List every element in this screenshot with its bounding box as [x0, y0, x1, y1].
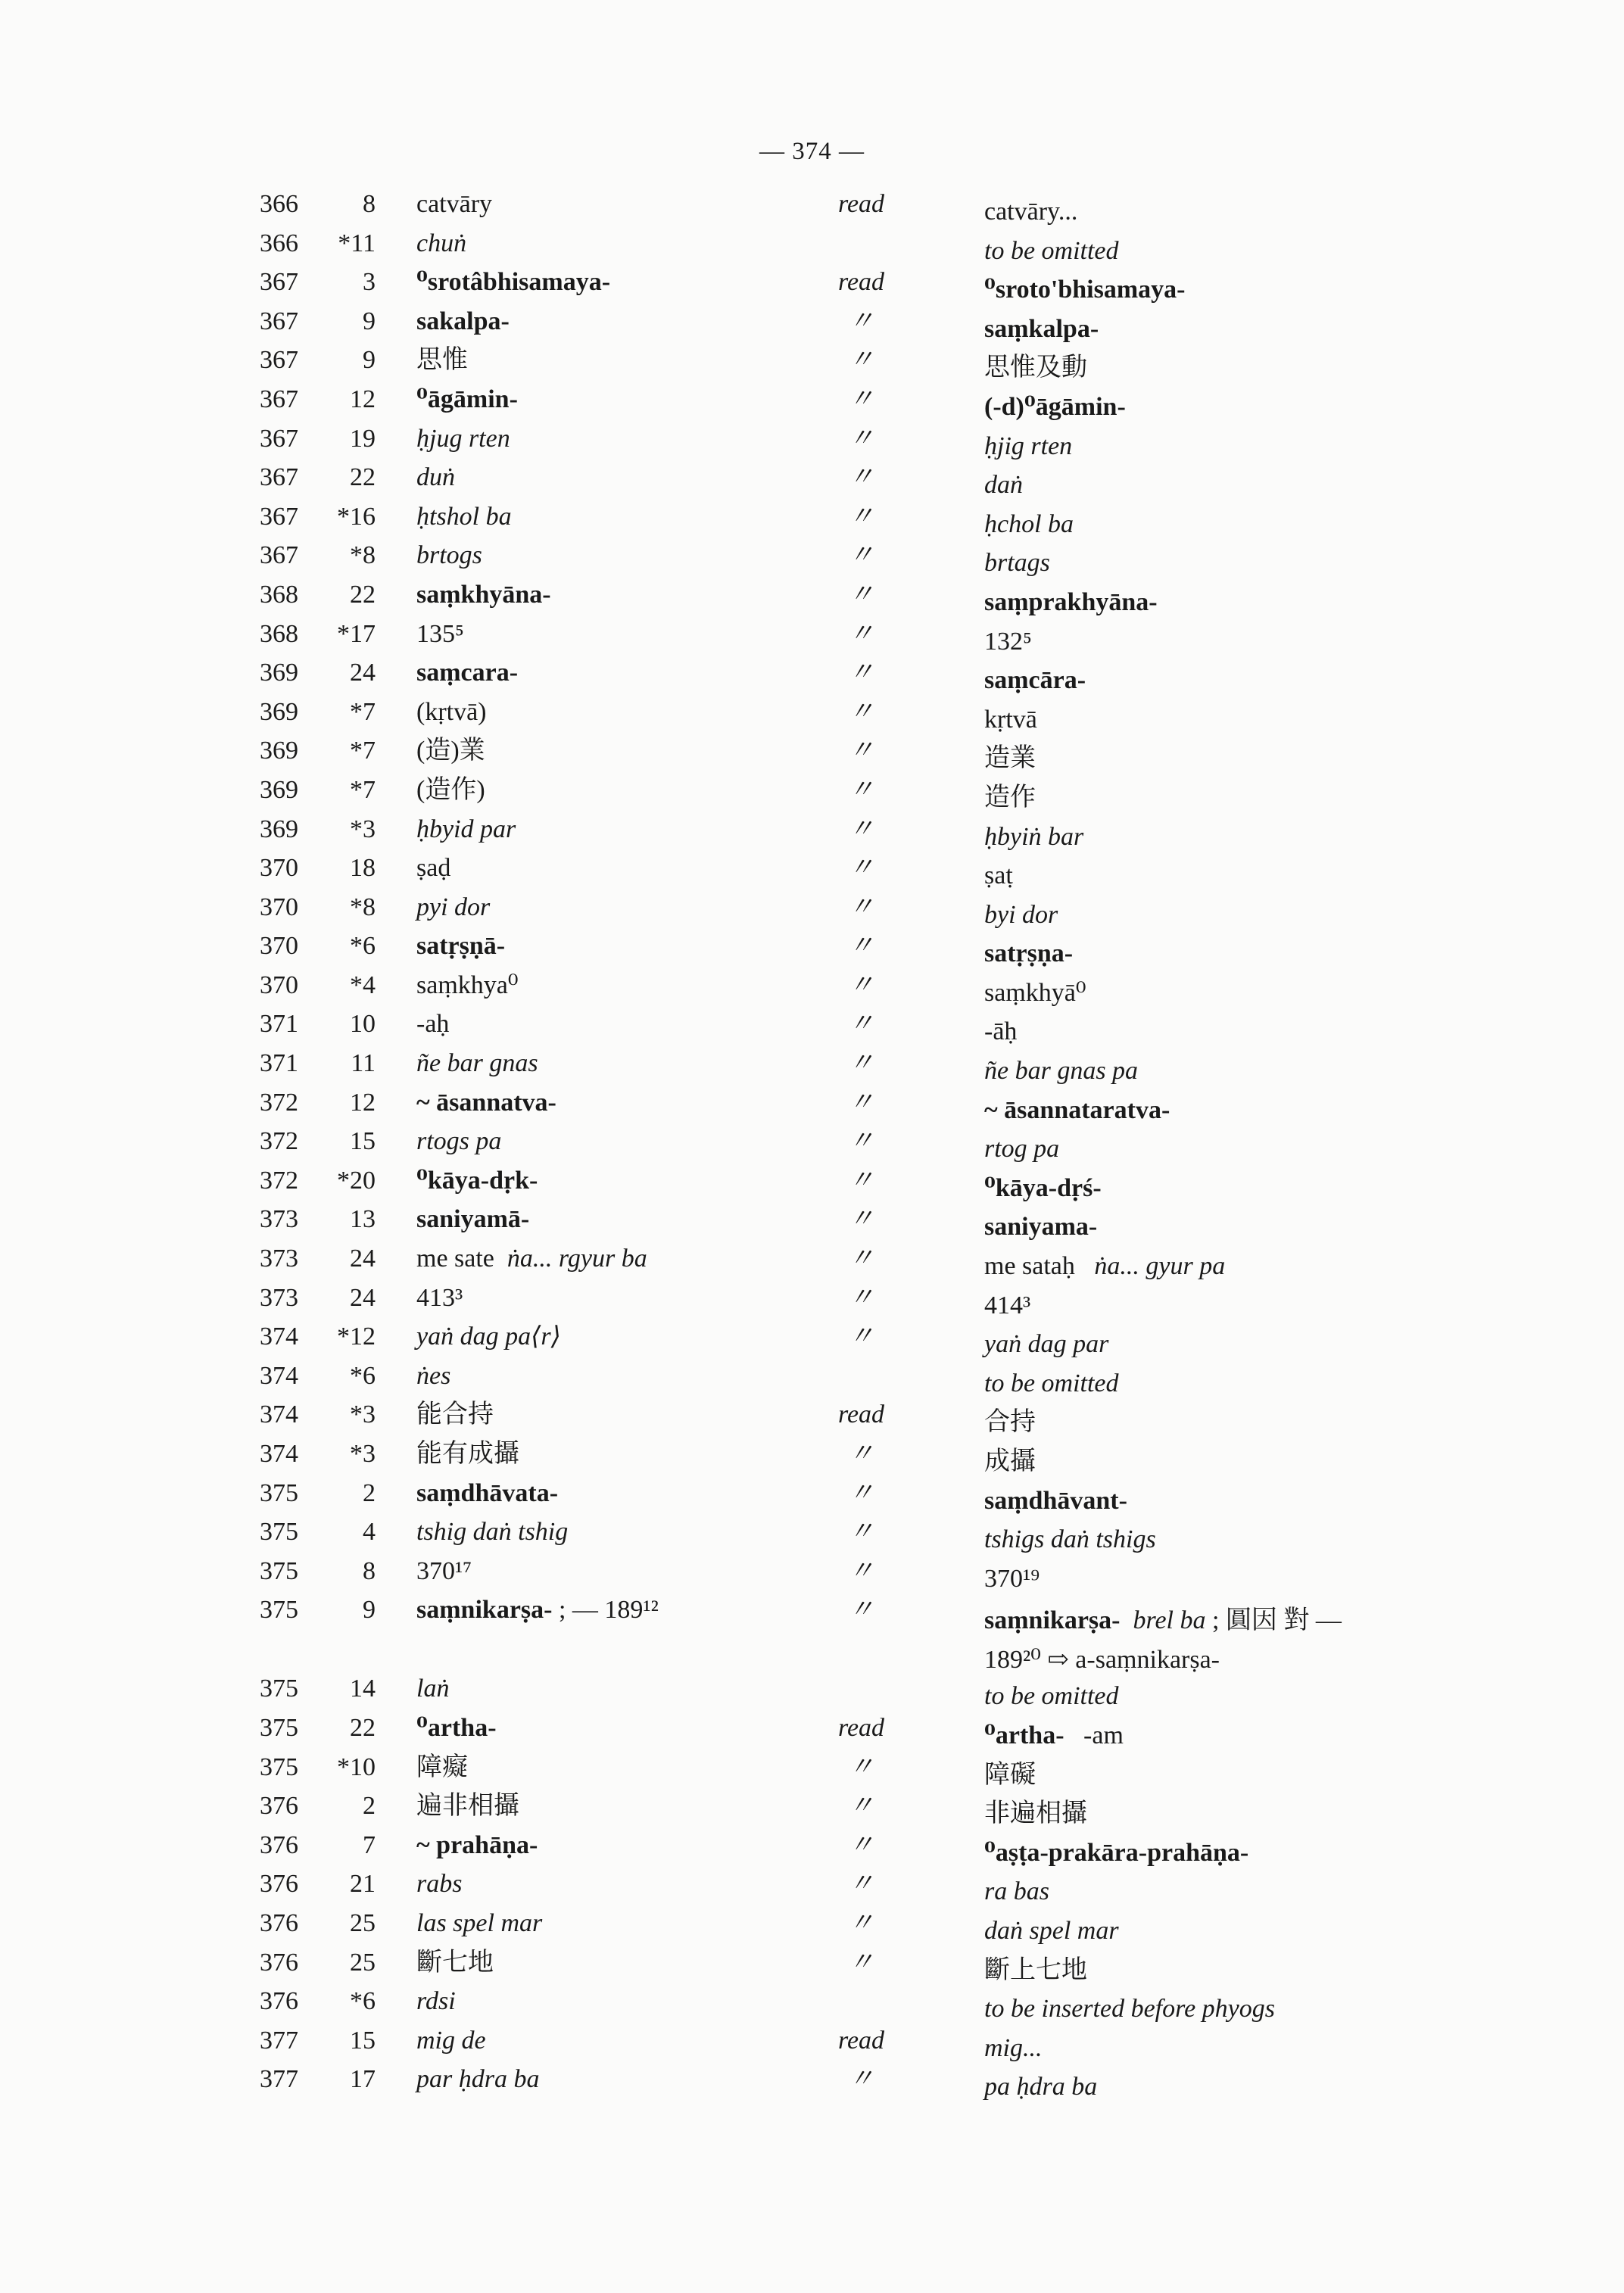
- ditto-mark: 〃: [848, 737, 874, 765]
- erroneous-text-ref: ; — 189¹²: [558, 1596, 659, 1625]
- ditto-mark: 〃: [848, 1830, 874, 1859]
- table-row: [0, 1477, 1624, 1516]
- page-cell: 369: [260, 659, 298, 687]
- page-cell: 375: [260, 1713, 298, 1742]
- corrected-text: ~ āsannataratva-: [984, 1095, 1170, 1124]
- table-row: [0, 1829, 1624, 1868]
- erroneous-text: saṃdhāvata-: [416, 1478, 559, 1507]
- ditto-mark: 〃: [848, 424, 874, 453]
- table-row: [0, 1086, 1624, 1126]
- page-cell: 376: [260, 1830, 298, 1859]
- erroneous-text: laṅ: [416, 1675, 450, 1703]
- corrected-text-ref: 189²⁰ ⇨ a-saṃnikarṣa-: [984, 1646, 1220, 1675]
- page-cell: 376: [260, 1792, 298, 1821]
- corrected-text: 414³: [984, 1291, 1031, 1319]
- line-cell: 8: [363, 190, 376, 218]
- line-cell: 2: [363, 1792, 376, 1821]
- line-cell: 2: [363, 1478, 376, 1507]
- page-cell: 367: [260, 463, 298, 492]
- line-cell: *3: [350, 815, 376, 843]
- table-row: [0, 1320, 1624, 1360]
- erroneous-text: 斷七地: [416, 1948, 494, 1977]
- line-cell: 11: [351, 1049, 376, 1078]
- ditto-mark: 〃: [848, 1127, 874, 1156]
- ditto-mark: 〃: [848, 1283, 874, 1312]
- corrected-text: (-d)⁰āgāmin-: [984, 392, 1126, 421]
- page-cell: 368: [260, 619, 298, 648]
- line-cell: *12: [337, 1323, 376, 1351]
- table-row: [0, 1047, 1624, 1086]
- page-cell: 367: [260, 346, 298, 375]
- ditto-mark: 〃: [848, 1205, 874, 1234]
- page-cell: 375: [260, 1675, 298, 1703]
- erroneous-text: yaṅ dag pa⟨r⟩: [416, 1323, 561, 1351]
- erroneous-text: 135⁵: [416, 619, 464, 648]
- corrected-text-suffix: -am: [1083, 1721, 1124, 1749]
- ditto-mark: 〃: [848, 854, 874, 883]
- corrected-text-roman: me sataḥ: [984, 1252, 1075, 1281]
- table-row: [0, 500, 1624, 540]
- corrected-text: 思惟及動: [984, 354, 1087, 382]
- page-cell: 375: [260, 1596, 298, 1625]
- page-cell: 367: [260, 268, 298, 297]
- line-cell: 7: [363, 1830, 376, 1859]
- page-cell: 367: [260, 385, 298, 413]
- table-row: [0, 618, 1624, 657]
- erroneous-text: rtogs pa: [416, 1127, 502, 1156]
- erroneous-text: -aḥ: [416, 1010, 450, 1039]
- erroneous-text: sakalpa-: [416, 307, 510, 335]
- corrected-text: saṃkhyā⁰: [984, 978, 1086, 1007]
- table-row: [0, 344, 1624, 383]
- line-cell: 15: [350, 1127, 376, 1156]
- erroneous-text: par ḥdra ba: [416, 2065, 540, 2094]
- ditto-mark: 〃: [848, 775, 874, 804]
- page-cell: 372: [260, 1166, 298, 1195]
- ditto-mark: 〃: [848, 970, 874, 999]
- erroneous-text: 思惟: [416, 346, 468, 375]
- line-cell: 21: [350, 1870, 376, 1899]
- table-row: [0, 1946, 1624, 1986]
- corrected-text-italic: brel ba: [1133, 1606, 1206, 1635]
- ditto-mark: 〃: [848, 1323, 874, 1351]
- page-cell: 374: [260, 1323, 298, 1351]
- erroneous-text: [416, 1242, 647, 1276]
- corrected-text: 成攝: [984, 1447, 1036, 1475]
- ditto-mark: 〃: [848, 1440, 874, 1468]
- erroneous-text: pyi dor: [416, 893, 491, 921]
- ditto-mark: 〃: [848, 1049, 874, 1078]
- corrected-text: saṃprakhyāna-: [984, 587, 1158, 616]
- corrected-text-italic: ṅa... gyur pa: [1094, 1252, 1226, 1281]
- page-cell: 372: [260, 1088, 298, 1117]
- erroneous-text: ñe bar gnas: [416, 1049, 538, 1078]
- table-row: [0, 1360, 1624, 1399]
- page-cell: 375: [260, 1752, 298, 1781]
- line-cell: *3: [350, 1400, 376, 1429]
- corrected-text: daṅ: [984, 471, 1023, 500]
- corrected-text: ⁰sroto'bhisamaya-: [984, 276, 1186, 304]
- line-cell: *3: [350, 1440, 376, 1468]
- erroneous-text: 370¹⁷: [416, 1556, 472, 1585]
- ditto-mark: 〃: [848, 580, 874, 609]
- page-number: — 374 —: [759, 138, 865, 165]
- page-cell: 367: [260, 502, 298, 531]
- corrected-text: to be omitted: [984, 236, 1119, 265]
- corrected-text: rtog pa: [984, 1135, 1060, 1164]
- line-cell: 18: [350, 854, 376, 883]
- page-cell: 377: [260, 2065, 298, 2094]
- erroneous-text: 能有成攝: [416, 1440, 519, 1468]
- erroneous-text: chuṅ: [416, 229, 467, 257]
- line-cell: 24: [350, 1283, 376, 1312]
- page-cell: 371: [260, 1010, 298, 1039]
- erroneous-text: mig de: [416, 2026, 486, 2055]
- corrected-text: ḥjig rten: [984, 431, 1073, 460]
- erroneous-text: ṅes: [416, 1361, 451, 1390]
- corrected-text: 斷上七地: [984, 1955, 1087, 1984]
- corrected-text: 造業: [984, 744, 1036, 773]
- page-cell: 369: [260, 815, 298, 843]
- table-row: [0, 734, 1624, 774]
- corrected-text: 132⁵: [984, 627, 1032, 656]
- table-row: [0, 227, 1624, 266]
- page-cell: 375: [260, 1518, 298, 1547]
- page-cell: 370: [260, 932, 298, 961]
- ditto-mark: 〃: [848, 1948, 874, 1977]
- corrected-text: 障礙: [984, 1760, 1036, 1789]
- table-row: [0, 266, 1624, 305]
- erroneous-text: brtogs: [416, 541, 482, 570]
- corrected-text: to be omitted: [984, 1369, 1119, 1397]
- table-row: [0, 1712, 1624, 1751]
- ditto-mark: 〃: [848, 2065, 874, 2094]
- line-cell: *6: [350, 932, 376, 961]
- line-cell: 24: [350, 1245, 376, 1273]
- corrected-text: 合持: [984, 1408, 1036, 1437]
- corrected-text: ⁰aṣṭa-prakāra-prahāṇa-: [984, 1838, 1249, 1867]
- page-cell: 373: [260, 1283, 298, 1312]
- page-cell: 374: [260, 1440, 298, 1468]
- table-row: [0, 656, 1624, 696]
- line-cell: *20: [337, 1166, 376, 1195]
- line-cell: 19: [350, 424, 376, 453]
- corrected-text: saṃdhāvant-: [984, 1486, 1127, 1515]
- erroneous-text: rdsi: [416, 1987, 456, 2016]
- ditto-mark: 〃: [848, 1010, 874, 1039]
- table-row: [0, 1672, 1624, 1712]
- erroneous-text: ṣaḍ: [416, 854, 451, 883]
- ditto-mark: 〃: [848, 502, 874, 531]
- line-cell: *8: [350, 893, 376, 921]
- erroneous-text: duṅ: [416, 463, 455, 492]
- page-cell: 376: [260, 1908, 298, 1937]
- corrected-text: [984, 1250, 1225, 1283]
- table-row: [0, 891, 1624, 930]
- page-cell: 371: [260, 1049, 298, 1078]
- table-row: [0, 383, 1624, 422]
- table-row: [0, 2063, 1624, 2102]
- read-marker: read: [837, 1400, 885, 1429]
- corrected-text: ñe bar gnas pa: [984, 1057, 1139, 1086]
- erroneous-text: (造作): [416, 775, 485, 804]
- erroneous-text: 障癡: [416, 1752, 468, 1781]
- ditto-mark: 〃: [848, 541, 874, 570]
- line-cell: 12: [350, 385, 376, 413]
- page-cell: 370: [260, 854, 298, 883]
- page-cell: 376: [260, 1948, 298, 1977]
- erroneous-text: ~ āsannatva-: [416, 1088, 556, 1117]
- ditto-mark: 〃: [848, 1478, 874, 1507]
- page-cell: 375: [260, 1556, 298, 1585]
- erroneous-text: catvāry: [416, 190, 493, 218]
- corrected-text-bold: ⁰artha-: [984, 1721, 1064, 1749]
- ditto-mark: 〃: [848, 659, 874, 687]
- table-row: [0, 305, 1624, 344]
- erroneous-text: 遍非相攝: [416, 1792, 519, 1821]
- table-row: [0, 461, 1624, 500]
- corrected-text: satṛṣṇa-: [984, 939, 1074, 968]
- erroneous-text: ⁰artha-: [416, 1713, 497, 1742]
- line-cell: *17: [337, 619, 376, 648]
- erroneous-text: saṃkhya⁰: [416, 970, 519, 999]
- erroneous-text: ⁰srotâbhisamaya-: [416, 268, 611, 297]
- erroneous-text: (kṛtvā): [416, 697, 487, 726]
- table-row: [0, 1790, 1624, 1829]
- ditto-mark: 〃: [848, 1752, 874, 1781]
- page-cell: 374: [260, 1361, 298, 1390]
- corrected-text: brtags: [984, 549, 1050, 578]
- ditto-mark: 〃: [848, 463, 874, 492]
- corrected-text-bold: saṃnikarṣa-: [984, 1606, 1121, 1635]
- page-cell: 370: [260, 970, 298, 999]
- erroneous-text: 能合持: [416, 1400, 494, 1429]
- page-cell: 373: [260, 1245, 298, 1273]
- ditto-mark: 〃: [848, 346, 874, 375]
- corrected-text: saṃkalpa-: [984, 314, 1099, 343]
- corrected-text: 非遍相攝: [984, 1799, 1087, 1828]
- erroneous-text: ḥjug rten: [416, 424, 510, 453]
- read-marker: read: [837, 268, 885, 297]
- page-cell: 366: [260, 190, 298, 218]
- line-cell: 14: [350, 1675, 376, 1703]
- table-row: [0, 696, 1624, 735]
- corrected-text: -āḥ: [984, 1017, 1018, 1046]
- corrected-text: ṣaṭ: [984, 861, 1013, 890]
- table-row: [0, 188, 1624, 227]
- page-cell: 375: [260, 1478, 298, 1507]
- line-cell: *6: [350, 1361, 376, 1390]
- corrected-text: saṃcāra-: [984, 666, 1086, 695]
- corrected-text: yaṅ dag par: [984, 1330, 1109, 1359]
- ditto-mark: 〃: [848, 1166, 874, 1195]
- erroneous-text: 413³: [416, 1283, 463, 1312]
- line-cell: *11: [338, 229, 376, 257]
- line-cell: 22: [350, 463, 376, 492]
- corrected-text: to be inserted before phyogs: [984, 1995, 1275, 2024]
- table-row: [0, 1751, 1624, 1790]
- corrected-text: ḥchol ba: [984, 509, 1074, 538]
- ditto-mark: 〃: [848, 1908, 874, 1937]
- table-row: [0, 1282, 1624, 1321]
- line-cell: 25: [350, 1908, 376, 1937]
- ditto-mark: 〃: [848, 697, 874, 726]
- table-row: [0, 1985, 1624, 2024]
- corrected-text: pa ḥdra ba: [984, 2073, 1098, 2101]
- table-row: [0, 1555, 1624, 1594]
- corrected-text: kṛtvā: [984, 705, 1037, 734]
- table-row: [0, 1242, 1624, 1282]
- erroneous-text: rabs: [416, 1870, 463, 1899]
- table-row: [0, 969, 1624, 1008]
- line-cell: 22: [350, 1713, 376, 1742]
- corrected-text: ra bas: [984, 1877, 1049, 1906]
- table-row: [0, 1398, 1624, 1438]
- table-row: [0, 774, 1624, 813]
- page-cell: 377: [260, 2026, 298, 2055]
- ditto-mark: 〃: [848, 1245, 874, 1273]
- line-cell: 15: [350, 2026, 376, 2055]
- line-cell: 9: [363, 307, 376, 335]
- table-row: [0, 930, 1624, 969]
- line-cell: *7: [350, 697, 376, 726]
- page-cell: 373: [260, 1205, 298, 1234]
- erroneous-text-roman: me sate: [416, 1245, 494, 1273]
- table-row: [0, 539, 1624, 578]
- page-cell: 367: [260, 307, 298, 335]
- erroneous-text: saṃcara-: [416, 659, 519, 687]
- ditto-mark: 〃: [848, 932, 874, 961]
- table-row: [0, 1907, 1624, 1946]
- page-cell: 367: [260, 541, 298, 570]
- corrected-text: [984, 1719, 1124, 1752]
- page-cell: 376: [260, 1870, 298, 1899]
- line-cell: *10: [337, 1752, 376, 1781]
- corrected-text: ḥbyiṅ bar: [984, 822, 1084, 851]
- line-cell: 12: [350, 1088, 376, 1117]
- table-row: [0, 1594, 1624, 1675]
- page-cell: 369: [260, 697, 298, 726]
- read-marker: read: [837, 2026, 885, 2055]
- line-cell: 10: [350, 1010, 376, 1039]
- read-marker: read: [837, 190, 885, 218]
- erroneous-text: ḥbyid par: [416, 815, 516, 843]
- read-marker: read: [837, 1713, 885, 1742]
- line-cell: *7: [350, 775, 376, 804]
- line-cell: 24: [350, 659, 376, 687]
- page-cell: 367: [260, 424, 298, 453]
- table-row: [0, 1868, 1624, 1907]
- page-cell: 369: [260, 775, 298, 804]
- line-cell: 22: [350, 580, 376, 609]
- table-row: [0, 852, 1624, 891]
- table-row: [0, 1516, 1624, 1555]
- erroneous-text: (造)業: [416, 737, 485, 765]
- line-cell: 8: [363, 1556, 376, 1585]
- table-row: [0, 1164, 1624, 1204]
- ditto-mark: 〃: [848, 1088, 874, 1117]
- ditto-mark: 〃: [848, 307, 874, 335]
- line-cell: 17: [350, 2065, 376, 2094]
- corrected-text: byi dor: [984, 900, 1058, 929]
- corrected-text: catvāry...: [984, 198, 1078, 226]
- line-cell: 3: [363, 268, 376, 297]
- line-cell: *6: [350, 1987, 376, 2016]
- page-cell: 366: [260, 229, 298, 257]
- table-row: [0, 813, 1624, 852]
- table-row: [0, 1438, 1624, 1477]
- erroneous-text: saniyamā-: [416, 1205, 530, 1234]
- corrected-text: [984, 1601, 1439, 1680]
- ditto-mark: 〃: [848, 815, 874, 843]
- ditto-mark: 〃: [848, 1792, 874, 1821]
- corrected-text: ⁰kāya-dṛś-: [984, 1173, 1102, 1202]
- errata-table: [0, 188, 1624, 2102]
- ditto-mark: 〃: [848, 1870, 874, 1899]
- table-row: [0, 578, 1624, 618]
- corrected-text: daṅ spel mar: [984, 1916, 1119, 1945]
- line-cell: 25: [350, 1948, 376, 1977]
- erroneous-text: ⁰āgāmin-: [416, 385, 518, 413]
- erroneous-text: ḥtshol ba: [416, 502, 512, 531]
- page-cell: 368: [260, 580, 298, 609]
- corrected-text: to be omitted: [984, 1682, 1119, 1711]
- corrected-text: 370¹⁹: [984, 1564, 1040, 1593]
- corrected-text-cjk: ; 圓因 對 —: [1211, 1606, 1342, 1635]
- corrected-text: mig...: [984, 2033, 1043, 2062]
- corrected-text: tshigs daṅ tshigs: [984, 1525, 1156, 1554]
- erroneous-text: las spel mar: [416, 1908, 543, 1937]
- table-row: [0, 2024, 1624, 2064]
- erroneous-text-bold: saṃnikarṣa-: [416, 1596, 553, 1625]
- line-cell: *4: [350, 970, 376, 999]
- erroneous-text-italic: ṅa... rgyur ba: [507, 1245, 647, 1273]
- table-row: [0, 1203, 1624, 1242]
- table-row: [0, 1125, 1624, 1164]
- line-cell: *7: [350, 737, 376, 765]
- erroneous-text: ~ prahāṇa-: [416, 1830, 538, 1859]
- ditto-mark: 〃: [848, 385, 874, 413]
- erroneous-text: [416, 1594, 659, 1627]
- table-row: [0, 1008, 1624, 1047]
- line-cell: 4: [363, 1518, 376, 1547]
- erroneous-text: tshig daṅ tshig: [416, 1518, 569, 1547]
- corrected-text: saniyama-: [984, 1213, 1098, 1242]
- ditto-mark: 〃: [848, 1518, 874, 1547]
- line-cell: 13: [350, 1205, 376, 1234]
- page-cell: 372: [260, 1127, 298, 1156]
- page-cell: 374: [260, 1400, 298, 1429]
- ditto-mark: 〃: [848, 893, 874, 921]
- ditto-mark: 〃: [848, 1596, 874, 1625]
- page-cell: 376: [260, 1987, 298, 2016]
- page-cell: 369: [260, 737, 298, 765]
- ditto-mark: 〃: [848, 1556, 874, 1585]
- erroneous-text: saṃkhyāna-: [416, 580, 551, 609]
- page-cell: 370: [260, 893, 298, 921]
- line-cell: 9: [363, 1596, 376, 1625]
- erroneous-text: satṛṣṇā-: [416, 932, 506, 961]
- ditto-mark: 〃: [848, 619, 874, 648]
- line-cell: 9: [363, 346, 376, 375]
- line-cell: *8: [350, 541, 376, 570]
- corrected-text: 造作: [984, 783, 1036, 812]
- table-row: [0, 422, 1624, 462]
- erroneous-text: ⁰kāya-dṛk-: [416, 1166, 538, 1195]
- line-cell: *16: [337, 502, 376, 531]
